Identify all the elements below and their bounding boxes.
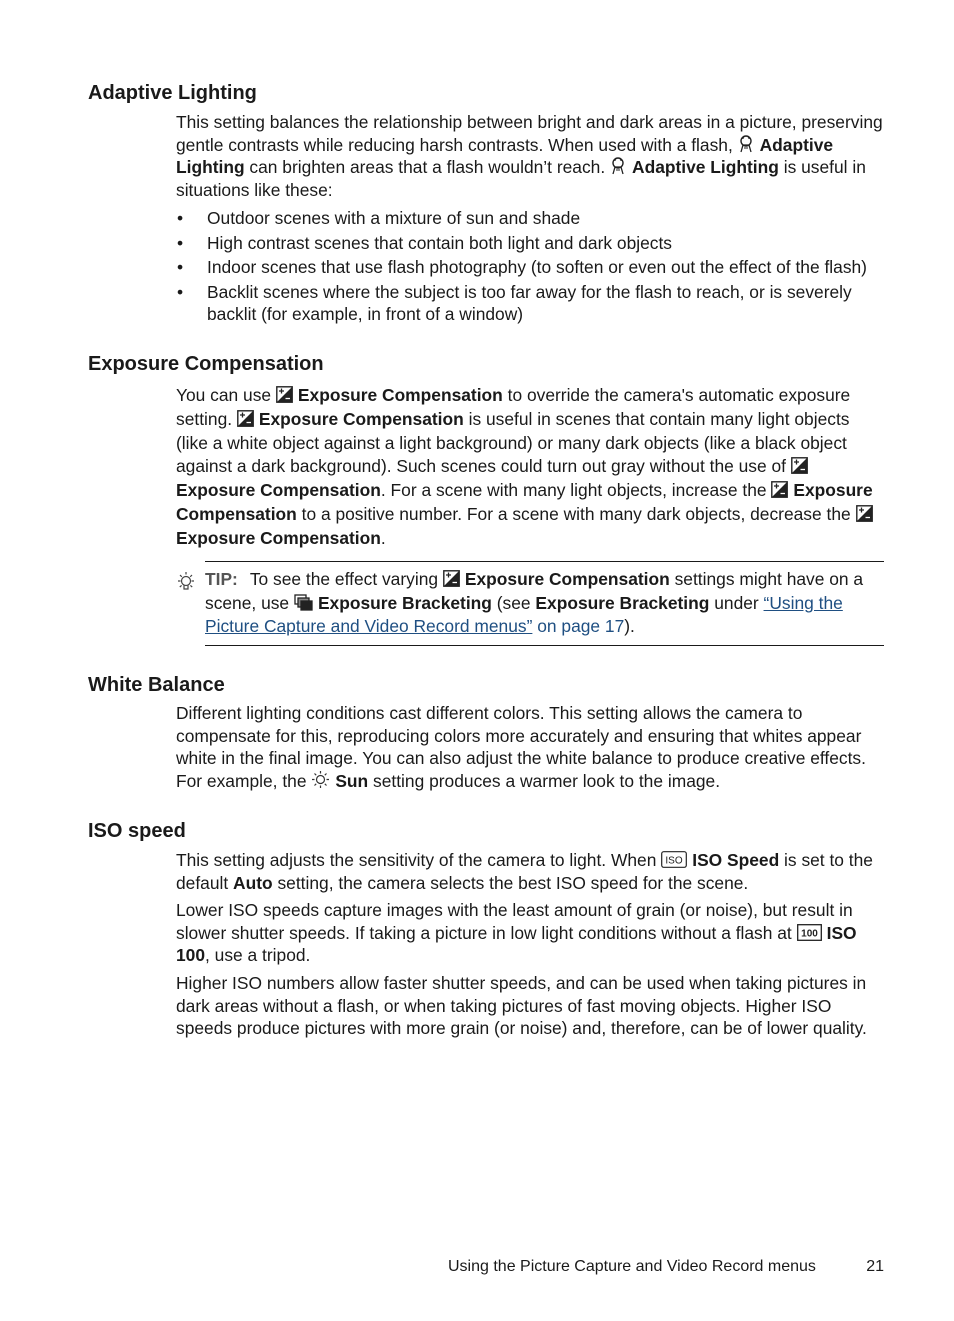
exposure-bracketing-icon xyxy=(294,594,313,611)
exposure-compensation-section xyxy=(176,384,886,551)
exposure-compensation-paragraph: You can use Exposure Compensation to override the camera's automatic exposure setting. Exposure Compensation is useful in scenes that contain many light objects (like a white object against a light background) or many dark objects (like a black object against a dark background). Such scenes could turn out gray without the use of Exposure Compensation. For a scene with many light objects, increase the Exposure Compensation to a positive number. For a scene with many dark objects, decrease the Exposure Compensation. xyxy=(176,385,873,548)
exposure-compensation-icon xyxy=(791,457,808,474)
page-number: 21 xyxy=(866,1258,884,1275)
iso-speed-section xyxy=(176,849,886,1040)
section-title-white-balance: White Balance xyxy=(88,674,225,696)
list-item: • High contrast scenes that contain both light and dark objects xyxy=(177,232,672,253)
section-title-adaptive-lighting: Adaptive Lighting xyxy=(88,82,257,104)
section-title-exposure-compensation: Exposure Compensation xyxy=(88,353,324,375)
list-item: • Indoor scenes that use flash photography (to soften or even out the effect of the flash) xyxy=(177,257,867,278)
iso-100-icon xyxy=(797,924,822,941)
iso-paragraph-2: Lower ISO speeds capture images with the least amount of grain (or noise), but result in slower shutter speeds. If taking a picture in low light conditions without a flash at 100 ISO 100, use a tripod. xyxy=(176,900,857,966)
sun-icon xyxy=(311,770,330,789)
tip-top-rule xyxy=(205,561,884,562)
exposure-compensation-icon xyxy=(276,386,293,403)
exposure-compensation-icon xyxy=(771,481,788,498)
tip-bottom-rule xyxy=(205,645,884,646)
tip-box xyxy=(176,561,884,647)
adaptive-lighting-list xyxy=(176,207,886,325)
adaptive-lighting-icon xyxy=(610,157,627,175)
footer-title: Using the Picture Capture and Video Record menus xyxy=(448,1258,816,1275)
exposure-compensation-icon xyxy=(237,410,254,427)
tip-text: TIP: To see the effect varying Exposure Compensation settings might have on a scene, use Exposure Bracketing (see Exposure Bracketing under “Using the Picture Capture and Video Record menus” on page 17). xyxy=(205,569,864,636)
iso-icon-label: ISO xyxy=(665,855,683,867)
section-title-iso-speed: ISO speed xyxy=(88,820,186,842)
white-balance-paragraph: Different lighting conditions cast different colors. This setting allows the camera to compensate for this, reproducing colors more accurately and ensuring that whites appear white in the final image. You can also adjust the white balance to produce creative effects. For example, the Sun setting produces a warmer look to the image. xyxy=(176,703,866,791)
iso-speed-icon xyxy=(661,851,687,868)
iso-paragraph-3: Higher ISO numbers allow faster shutter speeds, and can be used when taking pictures in dark areas without a flash, or when taking pictures of fast moving objects. Higher ISO speeds produce pictures with more grain (or noise) and, therefore, can be of lower quality. xyxy=(176,972,867,1039)
list-item: • Outdoor scenes with a mixture of sun and shade xyxy=(177,208,581,229)
page-footer xyxy=(448,1257,884,1277)
adaptive-lighting-section xyxy=(176,111,886,328)
list-item: • Backlit scenes where the subject is too far away for the flash to reach, or is severely backlit (for example, in front of a window) xyxy=(177,281,852,325)
white-balance-section xyxy=(176,702,886,792)
cross-reference-link[interactable]: “Using the Picture Capture and Video Record menus” xyxy=(205,592,843,636)
adaptive-lighting-paragraph: This setting balances the relationship between bright and dark areas in a picture, preserving gentle contrasts while reducing harsh contrasts. When used with a flash, Adaptive Lighting can brighten areas that a flash wouldn’t reach. Adaptive Lighting is useful in situations like these: xyxy=(176,112,883,200)
iso-100-icon-label: 100 xyxy=(800,928,818,940)
exposure-compensation-icon xyxy=(856,505,873,522)
page-reference: on page 17 xyxy=(532,616,625,636)
iso-paragraph-1: This setting adjusts the sensitivity of the camera to light. When ISO ISO Speed is set to the default Auto setting, the camera selects the best ISO speed for the scene. xyxy=(176,850,873,893)
exposure-compensation-icon xyxy=(443,570,460,587)
adaptive-lighting-icon xyxy=(738,135,755,153)
lightbulb-icon xyxy=(176,571,196,600)
